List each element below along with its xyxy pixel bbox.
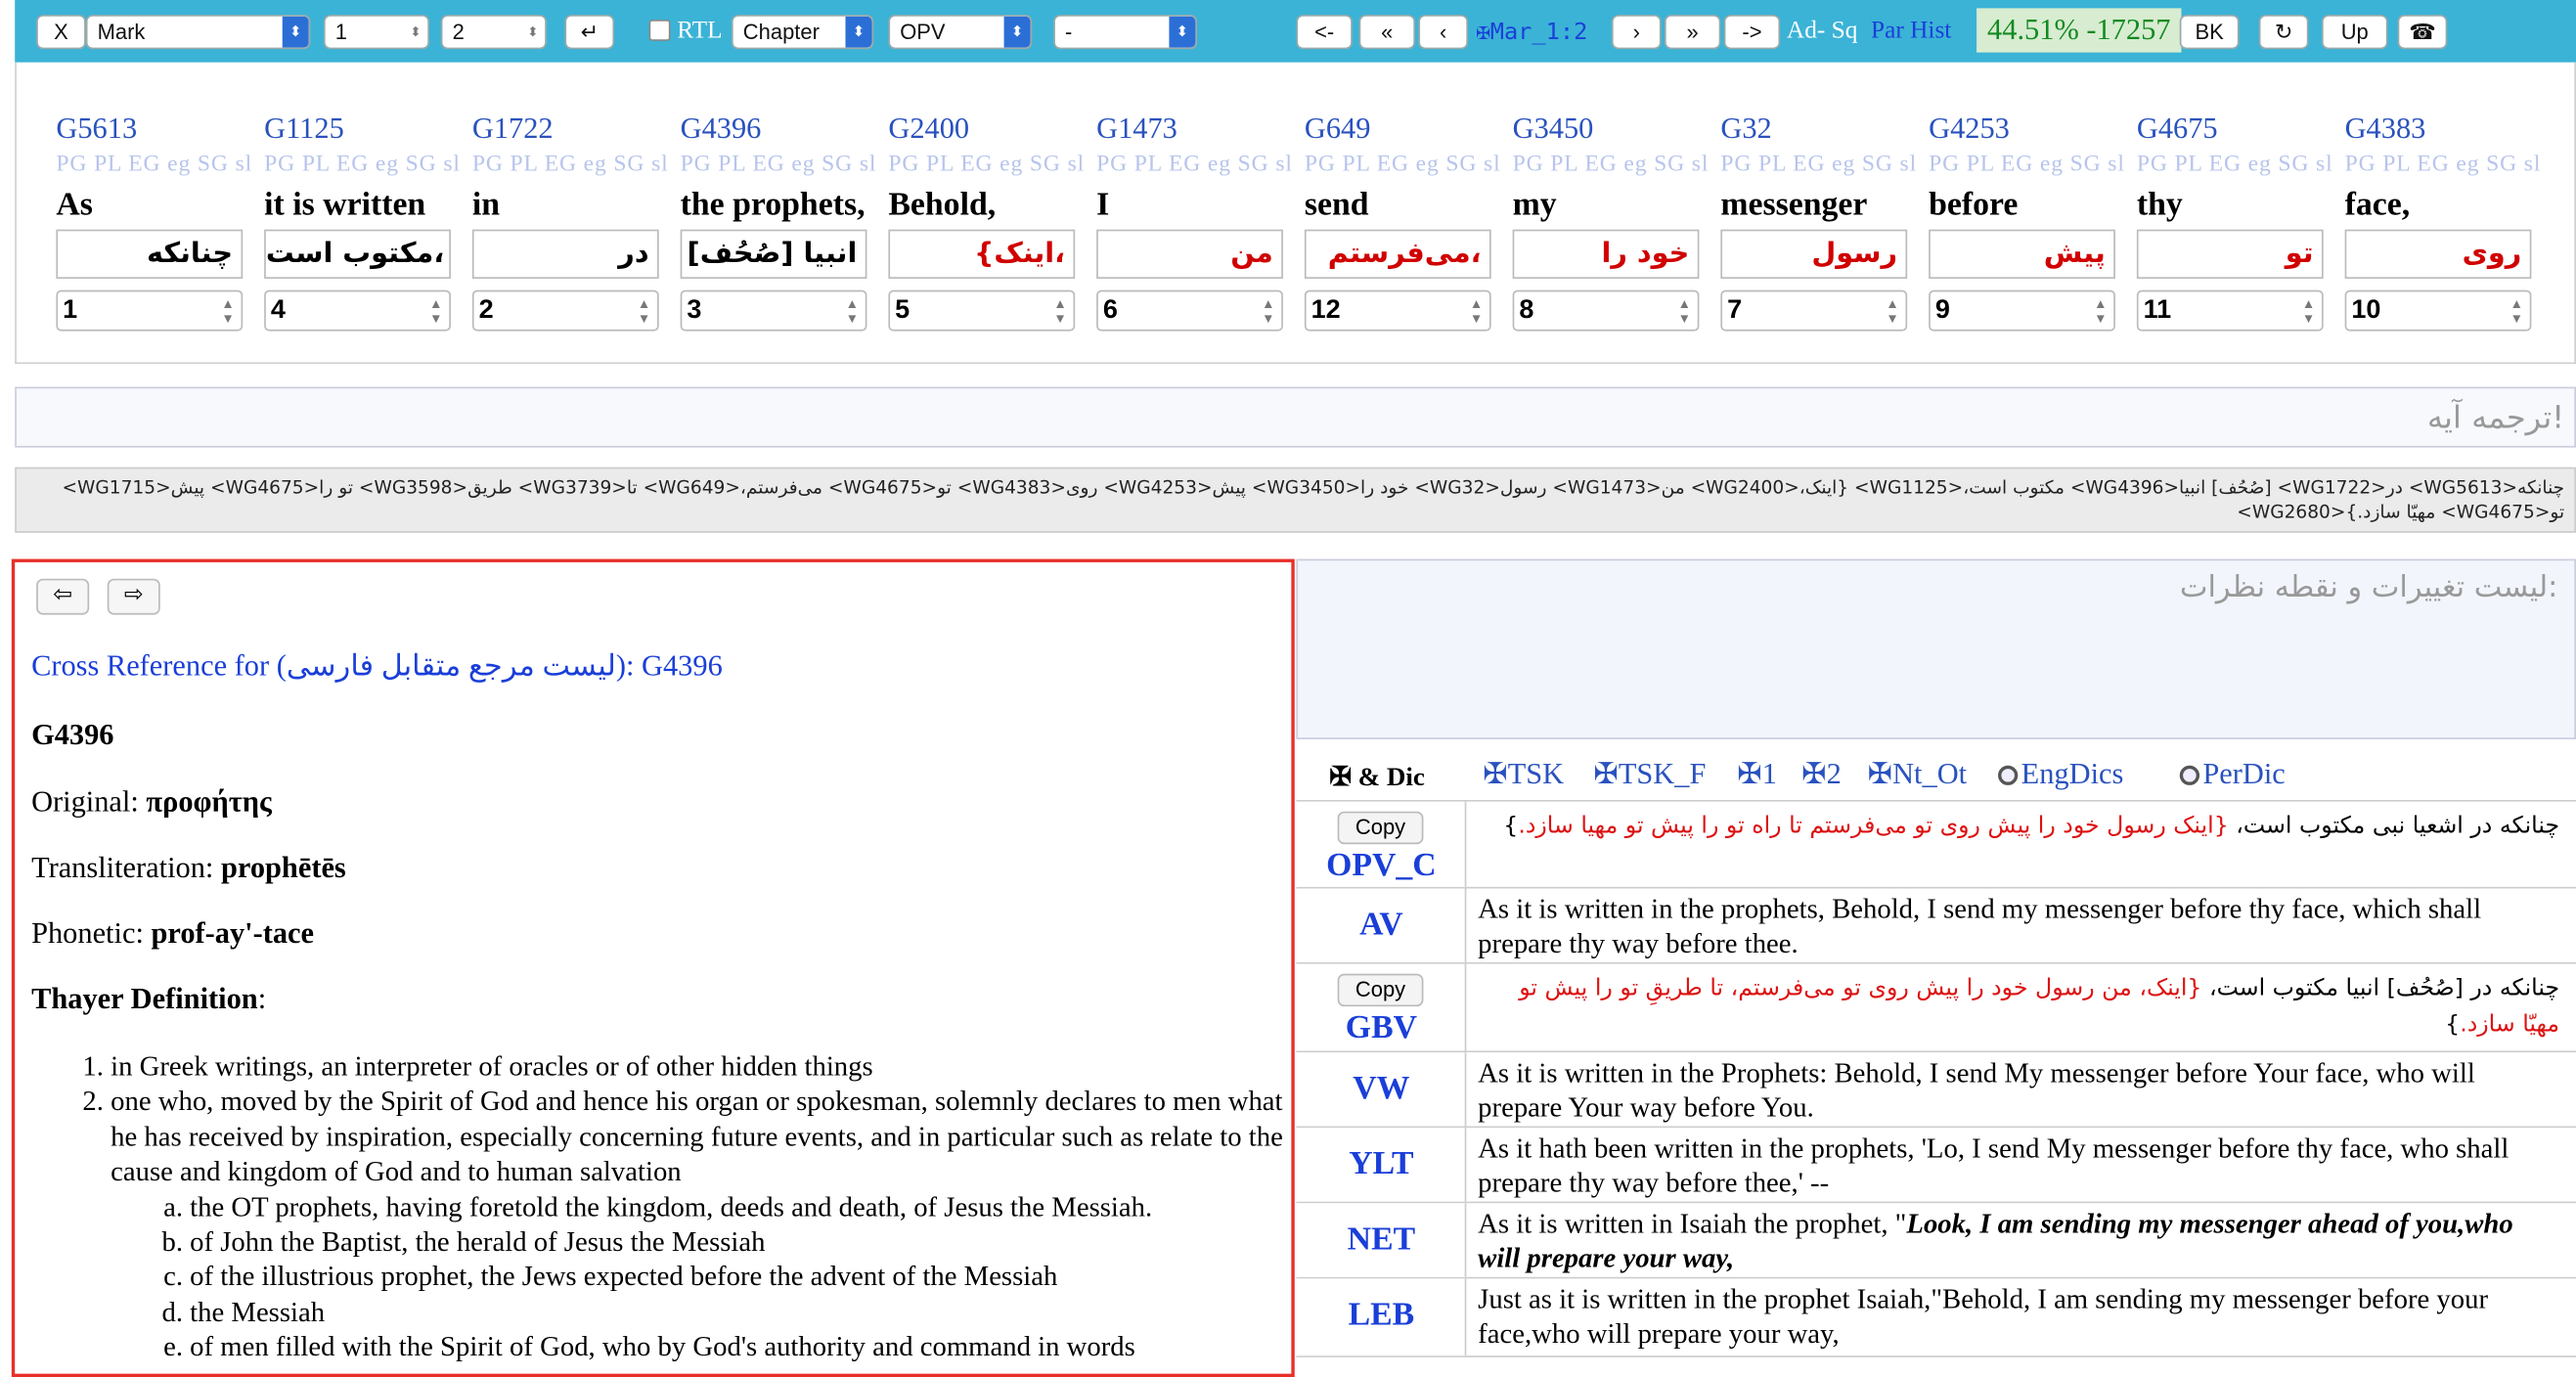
english-word: send — [1304, 187, 1369, 223]
word-column — [2345, 63, 2544, 364]
dictionary-tabs — [1296, 747, 2576, 801]
phonetic-label: Phonetic: — [31, 915, 144, 950]
word-alignment-grid — [15, 63, 2576, 364]
notes-input[interactable]: لیست تغییرات و نقطه نظرات: — [1296, 559, 2576, 739]
version-row — [1296, 1203, 2576, 1278]
tab-nt-ot[interactable]: ✠Nt_Ot — [1867, 757, 1968, 790]
version-text-plain: As it is written in Isaiah the prophet, " — [1478, 1208, 1907, 1240]
english-word: before — [1929, 187, 2019, 223]
spinner-icon: ▲ ▼ — [845, 296, 859, 327]
word-order-input[interactable] — [1305, 290, 1491, 332]
adsq-link[interactable]: Ad- Sq — [1786, 18, 1858, 45]
version-name[interactable]: VW — [1353, 1070, 1410, 1107]
version-text: As it is written in the prophets, Behold, I send my messenger before thy face, which shall prepare thy way before thee. — [1478, 893, 2482, 960]
english-word: my — [1512, 187, 1557, 223]
strong-code-link[interactable]: G4253 — [1929, 111, 2010, 145]
version-text-quote: {اینک رسول خود را پیش روی تو می‌فرستم تا راه تو را پیش تو مهیا سازد. — [1518, 813, 2229, 840]
english-word: messenger — [1720, 187, 1868, 223]
word-order-value: 2 — [478, 296, 494, 325]
rtl-label: RTL — [677, 18, 723, 45]
version-text: As it is written in the Prophets: Behold, I send My messenger before Your face, who will prepare Your way before You. — [1478, 1057, 2475, 1124]
cross-reference-link[interactable]: Cross Reference for (لیست مرجع متقابل فارسی): G4396 — [31, 648, 723, 683]
lexicon-links[interactable]: PG PL EG eg SG sl — [1096, 152, 1293, 178]
spinner-icon: ▲ ▼ — [1886, 296, 1899, 327]
tab-engdics-label: EngDics — [2021, 757, 2124, 790]
word-column — [888, 63, 1087, 364]
word-order-input[interactable] — [2137, 290, 2324, 332]
copy-button[interactable]: Copy — [1338, 812, 1424, 845]
version-label-cell — [1296, 1278, 1466, 1355]
sub-definition-item — [190, 1295, 1286, 1330]
transliteration-value: prophētēs — [220, 850, 346, 884]
strong-code-link[interactable]: G5613 — [56, 111, 138, 145]
last-button[interactable]: -> — [1724, 15, 1780, 49]
word-order-input[interactable] — [264, 290, 451, 332]
extra-select-value: - — [1065, 20, 1073, 45]
tab-2[interactable]: ✠2 — [1801, 757, 1842, 790]
persian-word-input[interactable]: چنانکه — [56, 230, 243, 279]
version-label-cell — [1296, 1203, 1466, 1276]
word-column — [1513, 63, 1711, 364]
sub-definition-item — [190, 1330, 1286, 1365]
version-name[interactable]: NET — [1347, 1221, 1416, 1258]
chapter-from-input[interactable] — [324, 15, 429, 49]
strong-code-link[interactable]: G3450 — [1512, 111, 1594, 145]
word-order-input[interactable] — [2345, 290, 2532, 332]
word-order-value: 10 — [2351, 296, 2381, 325]
english-word: face, — [2344, 187, 2411, 223]
mode-select-value: Chapter — [742, 20, 820, 45]
strong-code-link[interactable]: G1473 — [1096, 111, 1177, 145]
word-order-value: 6 — [1102, 296, 1118, 325]
word-column — [681, 63, 879, 364]
english-word: it is written — [264, 187, 426, 223]
chapter-to-value: 2 — [452, 20, 465, 45]
definition-text: in Greek writings, an interpreter of oracles or of other hidden things — [111, 1050, 873, 1083]
version-text-end: } — [1503, 813, 1519, 840]
sub-definition-item — [190, 1189, 1286, 1224]
thayer-colon: : — [257, 982, 267, 1015]
version-text — [1478, 1207, 2559, 1277]
strong-code-link[interactable]: G1722 — [471, 111, 554, 145]
close-button[interactable]: X — [36, 15, 86, 49]
word-order-input[interactable] — [56, 290, 243, 332]
english-word: thy — [2136, 187, 2183, 223]
lexicon-links[interactable]: PG PL EG eg SG sl — [1304, 152, 1501, 178]
strong-number: G4396 — [31, 718, 114, 751]
word-column — [264, 63, 463, 364]
magnifier-icon — [2180, 766, 2199, 785]
parhist-link[interactable]: Par Hist — [1871, 18, 1952, 45]
word-order-value: 8 — [1519, 296, 1534, 325]
cross-reference-panel — [12, 559, 1295, 1377]
tab-engdics[interactable] — [1998, 757, 2123, 791]
word-column — [1305, 63, 1503, 364]
rtl-checkbox[interactable] — [649, 20, 671, 41]
strong-code-link[interactable]: G4396 — [680, 111, 762, 145]
lexicon-links[interactable]: PG PL EG eg SG sl — [56, 152, 253, 178]
verse-translation-input[interactable]: ترجمه آیه! — [15, 387, 2576, 448]
version-text-emphasis: Look, I am sending my messenger ahead of you,who will prepare your way, — [1478, 1208, 2513, 1275]
lexicon-links[interactable]: PG PL EG eg SG sl — [1720, 152, 1918, 178]
definition-text: of the illustrious prophet, the Jews expected before the advent of the Messiah — [190, 1261, 1058, 1293]
chevron-updown-icon: ⬍ — [1004, 17, 1031, 48]
word-order-value: 9 — [1934, 296, 1950, 325]
spinner-icon: ▲ ▼ — [1677, 296, 1691, 327]
original-word: προφήτης — [146, 784, 272, 819]
toolbar — [15, 0, 2576, 63]
thayer-label: Thayer Definition — [31, 982, 258, 1015]
version-row — [1296, 1278, 2576, 1356]
word-column — [1720, 63, 1919, 364]
version-text-plain: چنانکه در [صُحُف] انبیا مکتوب است، — [2201, 975, 2560, 1002]
tab-perdic-label: PerDic — [2202, 757, 2286, 790]
copy-button[interactable]: Copy — [1338, 974, 1424, 1007]
version-text: As it hath been written in the prophets, 'Lo, I send My messenger before thy face, who shall prepare thy way before thee,' -- — [1478, 1133, 2509, 1199]
word-order-value: 11 — [2143, 296, 2172, 325]
back-button[interactable] — [36, 579, 89, 615]
refresh-icon: ↻ — [2274, 20, 2293, 45]
transliteration-label: Transliteration: — [31, 850, 214, 884]
tab-1[interactable]: ✠1 — [1737, 757, 1777, 790]
tagged-text-field[interactable]: چنانکه<WG5613> در<WG1722> [صُحُف] انبیا<WG4396> مکتوب است،<WG1125> {اینک،<WG2400> من<WG1473> رسول<WG32> خود را<WG3450> پیش<WG4253> روی<WG4383> تو<WG4675> می‌فرستم،<WG649> تا<WG3739> طریق<WG3598> تو را<WG4675> پیش<WG1715> تو<WG4675> مهیّا سازد.}<WG2680> — [15, 467, 2576, 533]
thayer-heading — [31, 982, 266, 1016]
spinner-icon: ▲ ▼ — [1469, 296, 1484, 327]
verse-reference[interactable]: ✠Mar_1:2 — [1476, 20, 1588, 46]
bk-button[interactable]: BK — [2180, 15, 2240, 49]
definition-item — [111, 1049, 1286, 1085]
spinner-icon: ▲ ▼ — [2509, 296, 2523, 327]
original-line — [31, 785, 272, 820]
persian-word-input[interactable]: [صُحُف] انبیا — [681, 230, 867, 279]
strong-code-link[interactable]: G2400 — [888, 111, 970, 145]
spinner-icon: ▲ ▼ — [2301, 296, 2316, 327]
persian-word-input[interactable]: من — [1096, 230, 1283, 279]
persian-word-input[interactable]: مکتوب است، — [264, 230, 451, 279]
word-order-input[interactable] — [888, 290, 1075, 332]
word-order-value: 1 — [63, 296, 78, 325]
refresh-button[interactable] — [2259, 15, 2309, 49]
version-text — [1478, 970, 2559, 1043]
chapter-from-value: 1 — [334, 20, 347, 45]
spinner-icon: ▲ ▼ — [637, 296, 651, 327]
first-button[interactable]: <- — [1296, 15, 1352, 49]
arrow-left-icon: ⇦ — [53, 583, 73, 608]
lexicon-links[interactable]: PG PL EG eg SG sl — [1512, 152, 1710, 178]
version-text: Just as it is written in the prophet Isaiah,"Behold, I am sending my messenger before your face,who will prepare your way, — [1478, 1283, 2489, 1351]
version-text-quote: {اینک، من رسول خود را پیش روی تو می‌فرستم، تا طریقِ تو را پیش تو مهیّا سازد. — [1519, 975, 2560, 1039]
spinner-icon: ▲ ▼ — [429, 296, 443, 327]
english-word: in — [471, 187, 501, 223]
word-order-input[interactable] — [1720, 290, 1907, 332]
forward-button[interactable] — [108, 579, 160, 615]
word-column — [472, 63, 671, 364]
sub-definition-item — [190, 1224, 1286, 1260]
version-label-cell — [1296, 888, 1466, 961]
version-label-cell — [1296, 802, 1466, 887]
persian-word-input[interactable]: پیش — [1929, 230, 2115, 279]
prev-chapter-button[interactable]: « — [1359, 15, 1415, 49]
word-order-value: 12 — [1310, 296, 1341, 325]
version-label-cell — [1296, 1128, 1466, 1201]
strong-code-link[interactable]: G32 — [1720, 111, 1772, 145]
version-row — [1296, 1128, 2576, 1203]
enter-button[interactable]: ↵ — [564, 15, 614, 49]
tab-cross-dic[interactable]: ✠ & Dic — [1329, 764, 1425, 792]
extra-select[interactable] — [1053, 15, 1197, 49]
next-chapter-button[interactable]: » — [1665, 15, 1720, 49]
word-column — [1096, 63, 1295, 364]
book-select-value: Mark — [97, 20, 146, 45]
lexicon-links[interactable]: PG PL EG eg SG sl — [264, 152, 461, 178]
original-label: Original: — [31, 784, 139, 819]
spinner-icon: ▲ ▼ — [1262, 296, 1275, 327]
word-column — [2137, 63, 2335, 364]
phonetic-value: prof-ay'-tace — [151, 915, 315, 950]
word-order-input[interactable] — [1513, 290, 1700, 332]
word-order-input[interactable] — [472, 290, 659, 332]
version-name[interactable]: LEB — [1348, 1296, 1415, 1333]
version-select[interactable] — [888, 15, 1032, 49]
tab-tsk[interactable]: ✠TSK — [1483, 757, 1565, 790]
version-row — [1296, 802, 2576, 889]
strong-code-link[interactable]: G649 — [1304, 111, 1371, 145]
version-name[interactable]: OPV_C — [1326, 847, 1437, 884]
definition-text: of men filled with the Spirit of God, who by God's authority and command in words — [190, 1331, 1135, 1363]
word-column — [56, 63, 254, 364]
spinner-icon: ▲ ▼ — [1053, 296, 1067, 327]
word-order-input[interactable] — [1096, 290, 1283, 332]
tab-tsk-f[interactable]: ✠TSK_F — [1593, 757, 1707, 790]
strong-code-link[interactable]: G1125 — [264, 111, 344, 145]
phonetic-line — [31, 916, 314, 951]
next-button[interactable]: › — [1612, 15, 1662, 49]
mode-select[interactable] — [732, 15, 873, 49]
misc-button[interactable] — [2398, 15, 2448, 49]
version-row — [1296, 1052, 2576, 1128]
persian-word-input[interactable]: {اینک، — [888, 230, 1075, 279]
spinner-icon: ⬍ — [410, 24, 422, 40]
version-row — [1296, 964, 2576, 1053]
spinner-icon: ▲ ▼ — [2094, 296, 2108, 327]
up-button[interactable]: Up — [2322, 15, 2388, 49]
persian-word-input[interactable]: در — [472, 230, 659, 279]
persian-word-input[interactable]: می‌فرستم، — [1305, 230, 1491, 279]
tab-perdic[interactable] — [2180, 757, 2286, 791]
chevron-updown-icon: ⬍ — [845, 17, 871, 48]
version-name[interactable]: YLT — [1349, 1145, 1414, 1182]
lexicon-links[interactable]: PG PL EG eg SG sl — [471, 152, 669, 178]
lexicon-links[interactable]: PG PL EG eg SG sl — [680, 152, 877, 178]
strong-code-link[interactable]: G4383 — [2344, 111, 2426, 145]
strong-code-link[interactable]: G4675 — [2136, 111, 2218, 145]
persian-word-input[interactable]: خود را — [1513, 230, 1700, 279]
progress-indicator: 44.51% -17257 — [1976, 8, 2181, 52]
definition-text: the Messiah — [190, 1296, 326, 1328]
version-text-plain: چنانکه در اشعیا نبی مکتوب است، — [2228, 813, 2560, 840]
versions-table — [1296, 747, 2576, 1377]
version-text — [1478, 808, 2559, 844]
version-label-cell — [1296, 1052, 1466, 1126]
lexicon-links[interactable]: PG PL EG eg SG sl — [2344, 152, 2542, 178]
word-order-input[interactable] — [1929, 290, 2115, 332]
word-order-value: 7 — [1727, 296, 1743, 325]
definition-text: the OT prophets, having foretold the kingdom, deeds and death, of Jesus the Messiah. — [190, 1190, 1153, 1222]
chevron-updown-icon: ⬍ — [1169, 17, 1195, 48]
lexicon-links[interactable]: PG PL EG eg SG sl — [2136, 152, 2333, 178]
word-order-value: 4 — [270, 296, 286, 325]
definition-text: one who, moved by the Spirit of God and hence his organ or spokesman, solemnly declares to men what he has received by inspiration, especially concerning future events, and in particular such as relate to the cause and kingdom of God and to human salvation — [111, 1086, 1283, 1187]
version-name[interactable]: AV — [1359, 906, 1403, 943]
version-label-cell — [1296, 964, 1466, 1051]
version-row — [1296, 888, 2576, 963]
version-text-end: } — [2445, 1011, 2461, 1039]
word-order-input[interactable] — [681, 290, 867, 332]
english-word: I — [1096, 187, 1110, 223]
spinner-icon: ▲ ▼ — [221, 296, 235, 327]
thayer-definitions — [31, 1049, 1286, 1365]
word-order-value: 5 — [895, 296, 910, 325]
persian-word-input[interactable]: رسول — [1720, 230, 1907, 279]
word-column — [1929, 63, 2127, 364]
sub-definition-item — [190, 1260, 1286, 1295]
spinner-icon: ⬍ — [527, 24, 539, 40]
word-order-value: 3 — [687, 296, 702, 325]
version-name[interactable]: GBV — [1345, 1009, 1417, 1046]
english-word: Behold, — [888, 187, 997, 223]
misc-icon: ☎ — [2409, 20, 2436, 45]
transliteration-line — [31, 851, 346, 885]
chapter-to-input[interactable] — [441, 15, 547, 49]
english-word: As — [56, 187, 93, 223]
lexicon-links[interactable]: PG PL EG eg SG sl — [888, 152, 1086, 178]
lexicon-links[interactable]: PG PL EG eg SG sl — [1929, 152, 2125, 178]
magnifier-icon — [1998, 766, 2018, 785]
definition-text: of John the Baptist, the herald of Jesus the Messiah — [190, 1225, 766, 1258]
english-word: the prophets, — [680, 187, 866, 223]
arrow-right-icon: ⇨ — [123, 583, 144, 608]
definition-item — [111, 1085, 1286, 1365]
persian-word-input[interactable]: تو — [2137, 230, 2324, 279]
persian-word-input[interactable]: روی — [2345, 230, 2532, 279]
chevron-updown-icon: ⬍ — [283, 17, 309, 48]
prev-button[interactable]: ‹ — [1418, 15, 1468, 49]
version-select-value: OPV — [900, 20, 946, 45]
book-select[interactable] — [86, 15, 311, 49]
